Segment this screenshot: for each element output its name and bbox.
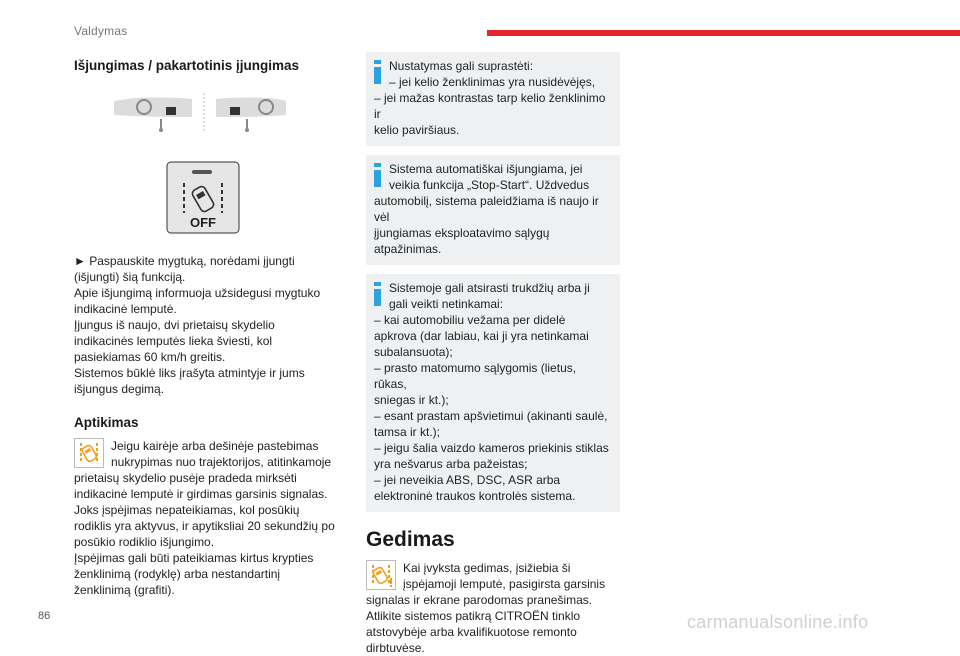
note-line: Nustatymas gali suprastėti: bbox=[389, 59, 534, 73]
instruction-line: Įjungus iš naujo, dvi prietaisų skydelio bbox=[74, 318, 275, 332]
note-line: – jei mažas kontrastas tarp kelio ženklinimo ir bbox=[374, 91, 606, 121]
left-column bbox=[74, 58, 346, 598]
note-line: – jei neveikia ABS, DSC, ASR arba bbox=[374, 473, 561, 487]
note-line: – prasto matomumo sąlygomis (lietus, rūkas, bbox=[374, 361, 577, 391]
fault-line: dirbtuvėse. bbox=[366, 641, 425, 655]
section-title-fault: Gedimas bbox=[366, 528, 455, 551]
instruction-line: ► Paspauskite mygtuką, norėdami įjungti bbox=[74, 254, 295, 268]
instruction-line: indikacinės lemputės lieka šviesti, kol bbox=[74, 334, 273, 348]
note-line: atpažinimas. bbox=[374, 242, 442, 256]
detection-line: rodiklis yra aktyvus, ir apytiksliai 20 sekundžių po bbox=[74, 519, 335, 533]
instruction-line: Apie išjungimą informuoja užsidegusi mygtuko bbox=[74, 286, 321, 300]
lane-indicator-lights-icon bbox=[74, 89, 346, 151]
detection-line: Įspėjimas gali būti pateikiamas kirtus krypties bbox=[74, 551, 314, 565]
detection-line: prietaisų skydelio pusėje pradeda mirksėti bbox=[74, 471, 297, 485]
section-title-detection: Aptikimas bbox=[74, 415, 139, 430]
detection-line: ženklinimą (rodyklę) arba nestandartinį bbox=[74, 567, 281, 581]
fault-line: įspėjamoji lemputė, pasigirsta garsinis bbox=[403, 577, 606, 591]
detection-line: indikacinė lemputė ir girdimas garsinis signalas. bbox=[74, 487, 328, 501]
note-line: sniegas ir kt.); bbox=[374, 393, 449, 407]
detection-line: ženklinimą (grafiti). bbox=[74, 583, 175, 597]
info-note-interference bbox=[366, 274, 620, 512]
instruction-line: išjungus degimą. bbox=[74, 382, 165, 396]
note-line: subalansuota); bbox=[374, 345, 453, 359]
off-label: OFF bbox=[190, 215, 216, 230]
instruction-line: indikacinė lemputė. bbox=[74, 302, 177, 316]
instrument-cluster-illustration bbox=[74, 89, 346, 151]
info-note-detection bbox=[366, 52, 620, 146]
detection-line: Joks įspėjimas nepateikiamas, kol posūkių bbox=[74, 503, 300, 517]
instructions-text bbox=[74, 253, 346, 397]
note-line: apkrova (dar labiau, kai ji yra netinkamai bbox=[374, 329, 589, 343]
section-title-disable: Išjungimas / pakartotinis įjungimas bbox=[74, 58, 300, 73]
off-button-illustration bbox=[74, 161, 346, 241]
info-icon bbox=[374, 60, 381, 84]
detection-line: posūkio rodiklio išjungimo. bbox=[74, 535, 215, 549]
note-line: įjungiamas eksploatavimo sąlygų bbox=[374, 226, 550, 240]
right-column bbox=[366, 52, 620, 656]
note-line: gali veikti netinkamai: bbox=[389, 297, 504, 311]
detection-line: nukrypimas nuo trajektorijos, atitinkamoje bbox=[111, 455, 332, 469]
instruction-line: pasiekiamas 60 km/h greitis. bbox=[74, 350, 226, 364]
instruction-line: (išjungti) šią funkciją. bbox=[74, 270, 186, 284]
detection-line: Jeigu kairėje arba dešinėje pastebimas bbox=[111, 439, 319, 453]
note-line: yra nešvarus arba pažeistas; bbox=[374, 457, 528, 471]
fault-line: atstovybėje arba kvalifikuotose remonto bbox=[366, 625, 577, 639]
note-line: veikia funkcija „Stop-Start“. Uždvedus bbox=[389, 178, 590, 192]
info-icon bbox=[374, 282, 381, 306]
page-number: 86 bbox=[38, 610, 51, 622]
instruction-line: Sistemos būklė liks įrašyta atmintyje ir jums bbox=[74, 366, 305, 380]
note-line: Sistemoje gali atsirasti trukdžių arba ji bbox=[389, 281, 590, 295]
header-title: Valdymas bbox=[74, 24, 128, 38]
note-line: kelio paviršiaus. bbox=[374, 123, 460, 137]
header-accent-bar bbox=[487, 30, 960, 36]
lane-departure-off-button-icon bbox=[74, 161, 346, 241]
note-line: automobilį, sistema paleidžiama iš naujo ir vėl bbox=[374, 194, 599, 224]
lane-departure-warning-icon bbox=[74, 438, 104, 468]
note-line: Sistema automatiškai išjungiama, jei bbox=[389, 162, 583, 176]
watermark: carmanualsonline.info bbox=[687, 612, 869, 632]
note-line: – jeigu šalia vaizdo kameros priekinis stiklas bbox=[374, 441, 609, 455]
note-line: – esant prastam apšvietimui (akinanti saulė, bbox=[374, 409, 608, 423]
note-line: – jei kelio ženklinimas yra nusidėvėjęs, bbox=[389, 75, 596, 89]
note-line: – kai automobiliu vežama per didelė bbox=[374, 313, 566, 327]
lane-departure-fault-icon bbox=[366, 560, 396, 590]
fault-paragraph bbox=[366, 560, 620, 656]
note-line: tamsa ir kt.); bbox=[374, 425, 441, 439]
fault-line: signalas ir ekrane parodomas pranešimas. bbox=[366, 593, 593, 607]
info-icon bbox=[374, 163, 381, 187]
detection-paragraph bbox=[74, 438, 346, 598]
fault-line: Kai įvyksta gedimas, įsižiebia ši bbox=[403, 561, 571, 575]
note-line: elektroninė traukos kontrolės sistema. bbox=[374, 489, 576, 503]
fault-line: Atlikite sistemos patikrą CITROËN tinklo bbox=[366, 609, 581, 623]
info-note-stop-start bbox=[366, 155, 620, 265]
